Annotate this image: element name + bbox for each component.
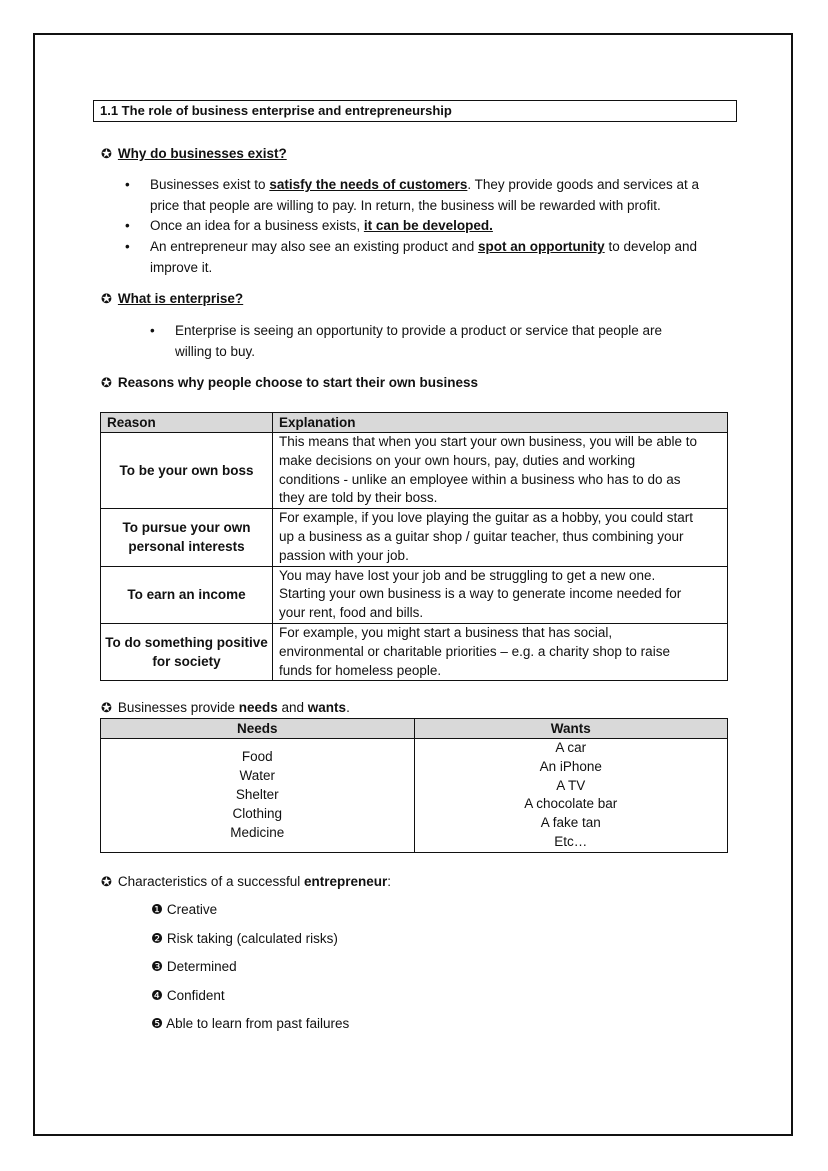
needs-cell	[101, 739, 415, 853]
needs-wants-table	[100, 718, 728, 853]
explanation-cell: You may have lost your job and be struggling to get a new one. Starting your own business is a way to generate income needed for your rent, food and bills.	[273, 566, 728, 623]
number-one-icon: ❶	[151, 902, 164, 917]
trait-item: ❷ Risk taking (calculated risks)	[151, 931, 338, 946]
table-header-row	[101, 413, 728, 433]
star-icon: ✪	[101, 291, 112, 306]
bullet-icon: •	[125, 239, 130, 254]
bullet-icon: •	[125, 177, 130, 192]
section-heading-what-enterprise: ✪ What is enterprise?	[101, 291, 244, 306]
column-header-needs: Needs	[101, 719, 415, 739]
list-item: A car	[555, 740, 587, 755]
number-four-icon: ❹	[151, 988, 164, 1003]
list-item: • Businesses exist to satisfy the needs of customers. They provide goods and services at a price that people are willing to pay. In return, the business will be rewarded with profit.	[125, 177, 700, 213]
page-title: 1.1 The role of business enterprise and entrepreneurship	[93, 100, 737, 122]
section-heading-why-exist: ✪ Why do businesses exist?	[101, 146, 287, 161]
bullet-icon: •	[150, 323, 155, 338]
list-item: • Once an idea for a business exists, it can be developed.	[125, 216, 745, 237]
list-item: Food	[241, 749, 273, 765]
reason-cell: To be your own boss	[101, 433, 273, 509]
star-icon: ✪	[101, 146, 112, 161]
section-heading-characteristics: ✪ Characteristics of a successful entrepreneur:	[101, 874, 392, 889]
table-row	[101, 566, 728, 623]
column-header-wants: Wants	[414, 719, 728, 739]
column-header-explanation: Explanation	[273, 413, 728, 433]
trait-item: ❺ Able to learn from past failures	[151, 1016, 350, 1031]
table-row	[101, 739, 728, 853]
table-row	[101, 623, 728, 680]
wants-cell	[414, 739, 728, 853]
list-item: A chocolate bar	[524, 796, 618, 812]
table-row	[101, 433, 728, 509]
number-two-icon: ❷	[151, 931, 164, 946]
table-header-row	[101, 719, 728, 739]
list-item: Medicine	[230, 824, 285, 840]
column-header-reason: Reason	[101, 413, 273, 433]
list-item: An iPhone	[539, 758, 602, 774]
star-icon: ✪	[101, 375, 112, 390]
section-heading-needs-wants: ✪ Businesses provide needs and wants.	[101, 700, 350, 715]
reason-cell: To pursue your own personal interests	[101, 509, 273, 566]
section-heading-reasons: ✪ Reasons why people choose to start their own business	[101, 375, 478, 390]
number-three-icon: ❸	[151, 959, 164, 974]
list-item: Water	[239, 768, 275, 784]
explanation-cell: This means that when you start your own business, you will be able to make decisions on your own hours, pay, duties and working conditions - unlike an employee within a business who has to do as they are told by their boss.	[273, 433, 728, 509]
list-item: Shelter	[235, 786, 279, 802]
table-row	[101, 509, 728, 566]
reasons-table	[100, 412, 728, 681]
list-item: Etc…	[554, 833, 588, 849]
trait-item: ❸ Determined	[151, 959, 237, 974]
list-item: A fake tan	[540, 815, 601, 831]
star-icon: ✪	[101, 874, 112, 889]
list-item: • Enterprise is seeing an opportunity to provide a product or service that people are willing to buy.	[150, 323, 663, 359]
reason-cell: To do something positive for society	[101, 623, 273, 680]
trait-item: ❹ Confident	[151, 988, 225, 1003]
number-five-icon: ❺	[151, 1016, 164, 1031]
list-item: • An entrepreneur may also see an existing product and spot an opportunity to develop and improve it.	[125, 239, 698, 275]
bullet-icon: •	[125, 218, 130, 233]
list-item: Clothing	[232, 805, 283, 821]
trait-item: ❶ Creative	[151, 902, 218, 917]
explanation-cell: For example, you might start a business that has social, environmental or charitable priorities – e.g. a charity shop to raise funds for homeless people.	[273, 623, 728, 680]
reason-cell: To earn an income	[101, 566, 273, 623]
star-icon: ✪	[101, 700, 112, 715]
explanation-cell: For example, if you love playing the guitar as a hobby, you could start up a business as a guitar shop / guitar teacher, thus combining your passion with your job.	[273, 509, 728, 566]
list-item: A TV	[556, 777, 586, 793]
